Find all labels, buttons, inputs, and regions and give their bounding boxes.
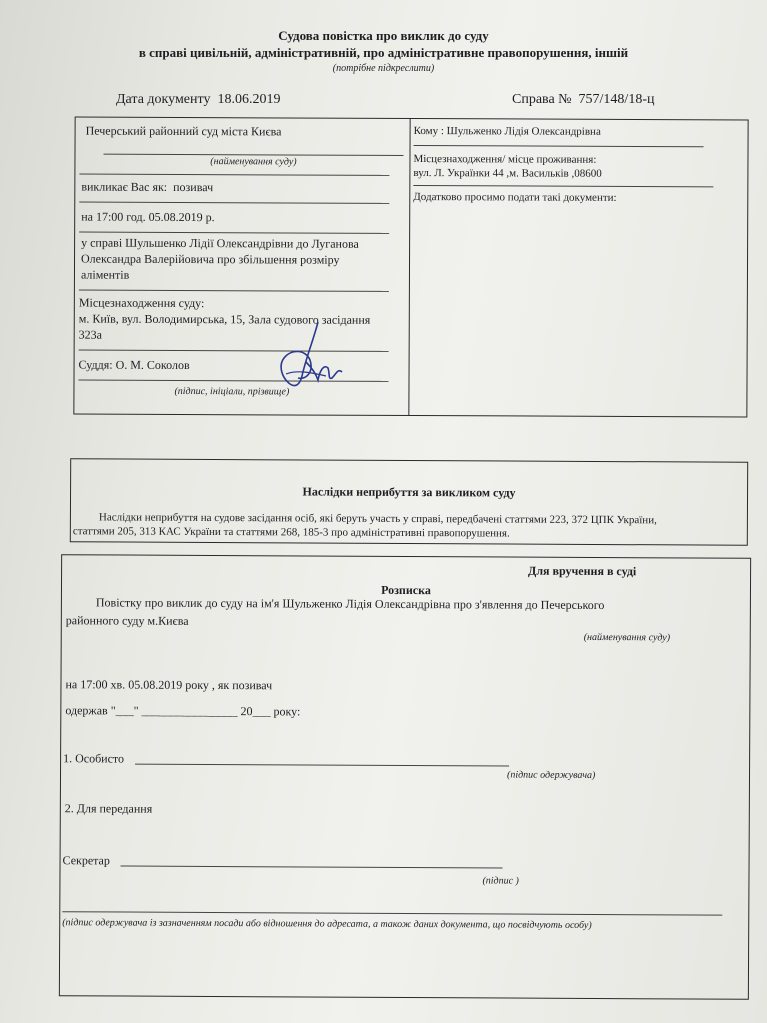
signature-line <box>62 911 722 915</box>
date-value: 18.06.2019 <box>217 92 281 107</box>
receipt-time: на 17:00 хв. 05.08.2019 року , як позивач <box>65 677 273 693</box>
signature-line <box>121 866 503 869</box>
document-date <box>116 92 280 108</box>
underline-note: (потрібне підкреслити) <box>332 63 435 74</box>
address-label: Місцезнаходження/ місце проживання: <box>413 153 597 166</box>
signature-line <box>135 764 509 767</box>
divider <box>79 202 389 204</box>
recipient-caption: (підпис одержувача) <box>506 769 596 781</box>
received-date-line: одержав "___" ________________ 20___ року: <box>65 703 301 719</box>
court-location-2: 323а <box>78 327 103 342</box>
secretary-label: Секретар <box>62 853 110 868</box>
court-location-label: Місцезнаходження суду: <box>78 295 205 311</box>
sign-caption: (підпис, ініціали, прізвище) <box>174 385 290 398</box>
divider <box>79 174 389 176</box>
divider <box>79 232 389 234</box>
case-number <box>512 92 654 108</box>
summons-label: викликає Вас як: <box>81 179 168 194</box>
case-description-3: аліментів <box>80 267 130 282</box>
judge-signature <box>266 318 352 406</box>
for-court-label: Для вручення в суді <box>528 563 637 579</box>
consequences-text-2: статтями 205, 313 КАС України та статтями 268, 185-3 про адміністративні правопорушення. <box>72 525 510 540</box>
consequences-box <box>70 458 748 546</box>
recipient: Кому : Шульженко Лідія Олександрівна <box>413 125 601 138</box>
divider <box>413 185 713 187</box>
receipt-box <box>59 554 751 1000</box>
case-description-2: Олександра Валерійовича про збільшення розміру <box>81 251 340 267</box>
case-value: 757/148/18-ц <box>578 92 655 107</box>
receipt-text-1: Повістку про виклик до суду на ім'я Шульженко Лідія Олександрівна про з'явлення до Печерського <box>95 595 605 613</box>
personal-label: 1. Особисто <box>63 751 125 766</box>
date-label: Дата документу <box>116 92 211 107</box>
transfer-label: 2. Для передання <box>64 801 153 816</box>
consequences-text-1: Наслідки неприбуття на судове засідання осіб, які беруть участь у справі, передбачені статтями 223, 372 ЦПК України, <box>98 511 657 527</box>
case-description-1: у справі Шульшенко Лідії Олександрівни до Луганова <box>81 235 359 251</box>
summons-role-value: позивач <box>173 179 214 195</box>
case-label: Справа № <box>512 92 572 107</box>
secretary-sign-caption: (підпис ) <box>482 875 519 887</box>
address-value: вул. Л. Українки 44 ,м. Васильків ,08600 <box>413 167 602 180</box>
court-location-1: м. Київ, вул. Володимирська, 15, Зала судового засідання <box>78 311 371 327</box>
document-subtitle: в справі цивільній, адміністративній, про адміністративне правопорушення, іншій <box>138 45 629 60</box>
divider <box>79 290 389 292</box>
receipt-title: Розписка <box>381 582 431 598</box>
summons-role <box>81 180 213 196</box>
extra-documents: Додатково просимо подати такі документи: <box>413 191 617 204</box>
bottom-caption: (підпис одержувача із зазначенням посади або відношення до адресата, а також даних документа, що посвідчують особу) <box>62 917 592 931</box>
court-caption: (найменування суду) <box>210 156 297 168</box>
court-name: Печерський районний суд міста Києва <box>85 123 282 139</box>
judge-name: Суддя: О. М. Соколов <box>78 357 190 373</box>
summons-table <box>73 117 748 418</box>
table-divider <box>408 119 410 415</box>
court-caption: (найменування суду) <box>583 631 671 644</box>
hearing-time: на 17:00 год. 05.08.2019 р. <box>81 209 215 225</box>
divider <box>414 145 704 147</box>
document-title: Судова повістка про виклик до суду <box>278 28 489 43</box>
consequences-title: Наслідки неприбуття за викликом суду <box>302 484 516 500</box>
receipt-text-2: районного суду м.Києва <box>65 613 189 628</box>
